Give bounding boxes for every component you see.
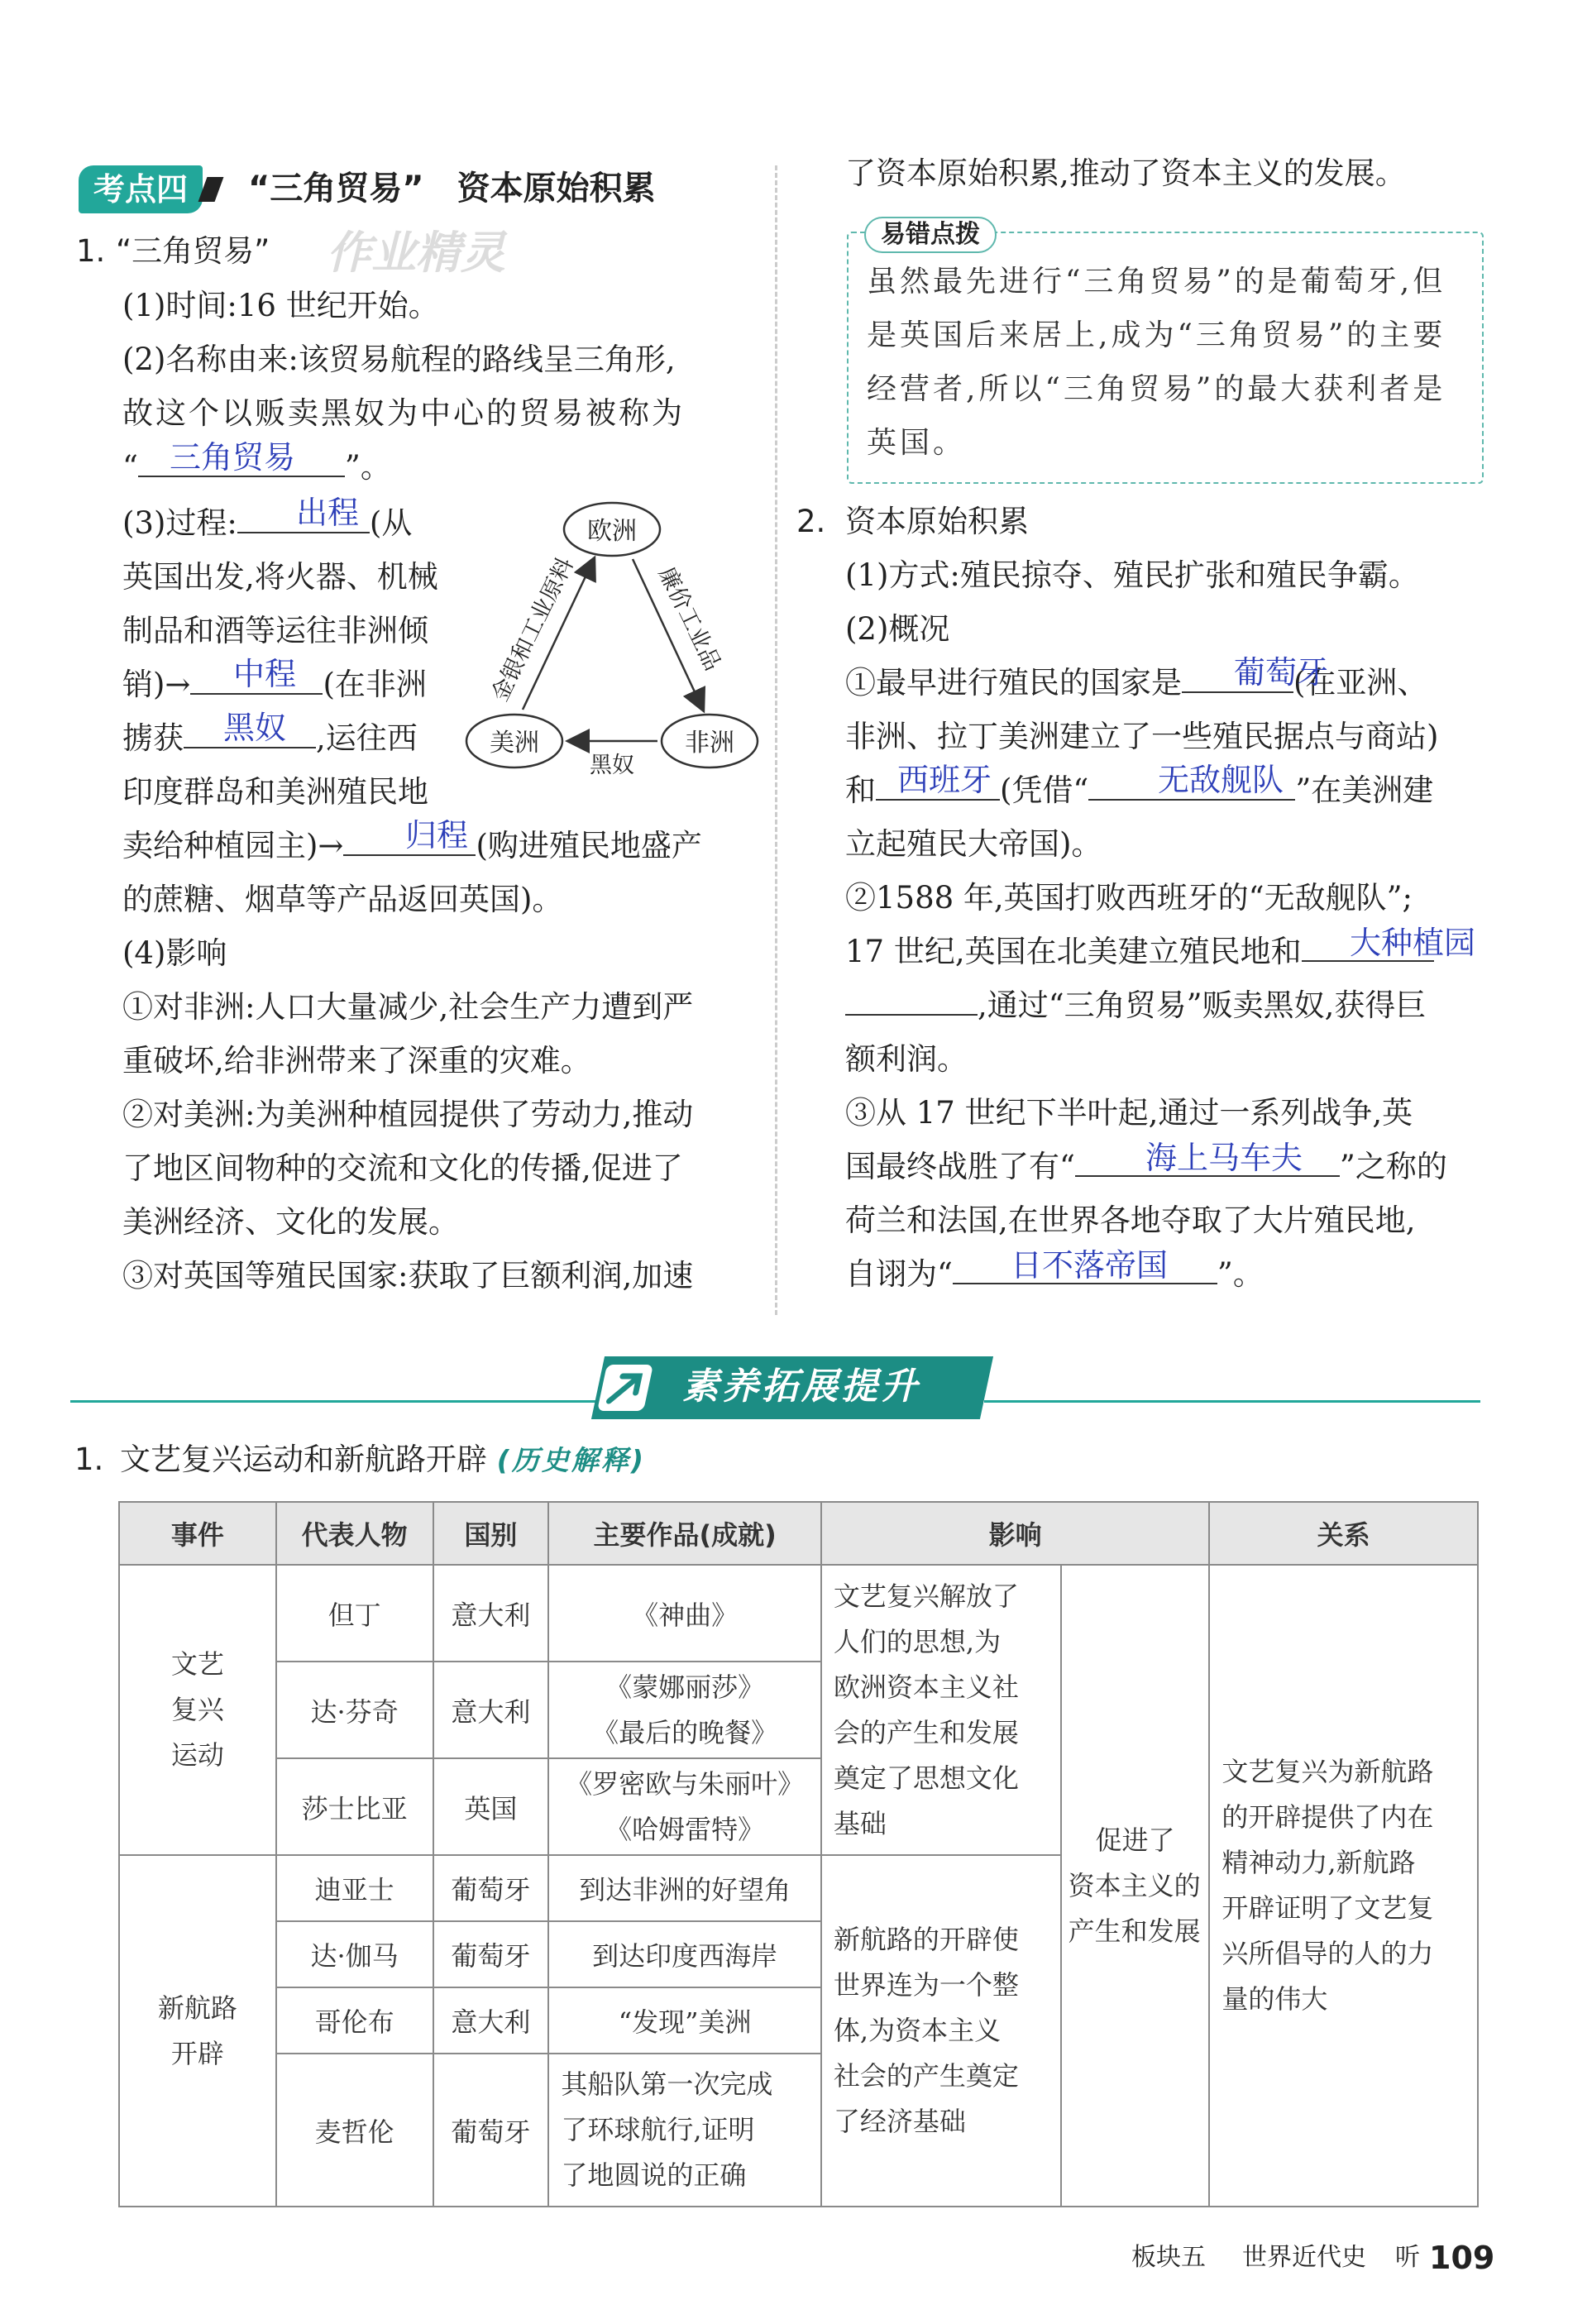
- work-cell: 其船队第一次完成 了环球航行,证明 了地圆说的正确: [548, 2054, 821, 2207]
- africa-label: 非洲: [685, 729, 734, 758]
- watermark: 作业精灵: [327, 227, 505, 279]
- impact-america-b: 了地区间物种的交流和文化的传播,促进了: [122, 1150, 683, 1186]
- o1-end: (在亚洲、: [1293, 665, 1428, 701]
- europe-label: 欧洲: [587, 517, 637, 546]
- country-cell: 葡萄牙: [433, 1855, 549, 1921]
- process-line-h: 的蔗糖、烟草等产品返回英国)。: [122, 882, 563, 917]
- name-line-b: 故这个以贩卖黑奴为中心的贸易被称为: [122, 395, 685, 431]
- o2-line-c: [845, 983, 1426, 1029]
- o1-line-d: 立起殖民大帝国)。: [845, 826, 1102, 862]
- country-cell: 葡萄牙: [433, 1921, 549, 1987]
- voyages-impact: 新航路的开辟使 世界连为一个整 体,为资本主义 社会的产生奠定 了经济基础: [821, 1855, 1061, 2207]
- item1-title: “三角贸易”: [116, 233, 270, 269]
- tip-line-4: 英国。: [867, 426, 967, 460]
- footer-subject: 世界近代史: [1242, 2243, 1366, 2272]
- o3-line-a: ③从 17 世纪下半叶起,通过一系列战争,英: [845, 1095, 1413, 1131]
- o3-b-start: 国最终战胜了有“: [845, 1149, 1075, 1184]
- cont-line: 了资本原始积累,推动了资本主义的发展。: [845, 155, 1406, 191]
- impact-britain: ③对英国等殖民国家:获取了巨额利润,加速: [122, 1258, 694, 1294]
- edge-label-left: 金银和工业原料: [487, 553, 579, 706]
- o2-blank-lower: [845, 983, 978, 1016]
- process-line-b: 英国出发,将火器、机械: [122, 559, 438, 595]
- footer-listen: 听: [1395, 2243, 1420, 2272]
- tip-tag: 易错点拨: [864, 217, 997, 253]
- o1-c-end: ”在美洲建: [1295, 772, 1434, 808]
- header-relation: 关系: [1209, 1502, 1478, 1565]
- section-title: “三角贸易” 资本原始积累: [248, 170, 656, 208]
- impact-africa-b: 重破坏,给非洲带来了深重的灾难。: [122, 1043, 591, 1078]
- banner-line-right: [984, 1400, 1480, 1403]
- time-line: (1)时间:16 世纪开始。: [122, 288, 439, 323]
- o2-line-b: [845, 929, 1434, 975]
- work-cell: 到达印度西海岸: [548, 1921, 821, 1987]
- o2-b-start: 17 世纪,英国在北美建立殖民地和: [845, 934, 1302, 969]
- header-country: 国别: [433, 1502, 549, 1565]
- country-cell: 英国: [433, 1758, 549, 1855]
- process-a-end: (从: [369, 505, 413, 541]
- work-cell: 到达非洲的好望角: [548, 1855, 821, 1921]
- tip-line-3: 经营者,所以“三角贸易”的最大获利者是: [867, 372, 1446, 406]
- item2-num: 2.: [796, 504, 826, 539]
- impact-africa-a: ①对非洲:人口大量减少,社会生产力遭到严: [122, 989, 694, 1025]
- edge-label-right: 廉价工业品: [653, 562, 726, 675]
- method-line: (1)方式:殖民掠夺、殖民扩张和殖民争霸。: [845, 557, 1419, 593]
- country-cell: 葡萄牙: [433, 2054, 549, 2207]
- impact-america-a: ②对美洲:为美洲种植园提供了劳动力,推动: [122, 1097, 694, 1132]
- answer-return: 归程: [405, 817, 469, 854]
- section-badge: 考点四: [79, 165, 203, 213]
- process-line-a: [122, 500, 412, 547]
- comparison-table: [118, 1501, 1479, 2207]
- relation-cell: 文艺复兴为新航路 的开辟提供了内在 精神动力,新航路 开辟证明了文艺复 兴所倡导的人的力 量的伟大: [1209, 1565, 1478, 2207]
- america-label: 美洲: [490, 729, 539, 758]
- answer-sea-coachman: 海上马车夫: [1145, 1140, 1303, 1176]
- person-cell: 哥伦布: [276, 1987, 433, 2054]
- header-work: 主要作品(成就): [548, 1502, 821, 1565]
- o2-line-a: ②1588 年,英国打败西班牙的“无敌舰队”;: [845, 880, 1413, 916]
- country-cell: 意大利: [433, 1565, 549, 1662]
- work-cell: 《蒙娜丽莎》 《最后的晚餐》: [548, 1662, 821, 1758]
- footer-section: 板块五: [1131, 2243, 1206, 2272]
- o2-c-end: ,通过“三角贸易”贩卖黑奴,获得巨: [978, 987, 1427, 1023]
- o3-b-end: ”之称的: [1339, 1149, 1447, 1184]
- process-e-start: 掳获: [122, 720, 184, 756]
- process-label: (3)过程:: [122, 505, 237, 541]
- person-cell: 迪亚士: [276, 1855, 433, 1921]
- process-g-end: (购进殖民地盛产: [476, 828, 702, 863]
- answer-armada: 无敌舰队: [1158, 762, 1284, 798]
- country-cell: 意大利: [433, 1662, 549, 1758]
- q1-tag: (历史解释): [496, 1444, 646, 1476]
- q1-title-text: 文艺复兴运动和新航路开辟: [120, 1442, 487, 1477]
- o3-d-end: ”。: [1217, 1256, 1264, 1292]
- o1-line-a: [845, 660, 1427, 706]
- triangle-trade-diagram: [463, 496, 761, 786]
- answer-portugal: 葡萄牙: [1234, 654, 1329, 691]
- event-voyages: 新航路 开辟: [119, 1855, 276, 2207]
- o1-c-start: 和: [845, 772, 876, 808]
- process-line-f: 印度群岛和美洲殖民地: [122, 774, 428, 810]
- o3-line-c: 荷兰和法国,在世界各地夺取了大片殖民地,: [845, 1203, 1416, 1238]
- table-header-row: [119, 1502, 1478, 1565]
- tip-line-1: 虽然最先进行“三角贸易”的是葡萄牙,但: [867, 265, 1446, 299]
- item1-num: 1.: [76, 233, 106, 269]
- country-cell: 意大利: [433, 1987, 549, 2054]
- person-cell: 但丁: [276, 1565, 433, 1662]
- common-impact: 促进了 资本主义的 产生和发展: [1061, 1565, 1210, 2207]
- o1-c-mid: (凭借“: [1000, 772, 1089, 808]
- name-line-a: (2)名称由来:该贸易航程的路线呈三角形,: [122, 342, 676, 377]
- quote-open: “: [122, 449, 138, 485]
- q1-num: 1.: [74, 1442, 104, 1477]
- person-cell: 麦哲伦: [276, 2054, 433, 2207]
- process-e-end: ,运往西: [316, 720, 418, 756]
- impact-america-c: 美洲经济、文化的发展。: [122, 1204, 459, 1240]
- quote-close: ”。: [344, 449, 391, 485]
- person-cell: 达·芬奇: [276, 1662, 433, 1758]
- answer-triangle-trade: 三角贸易: [170, 439, 296, 476]
- event-renaissance: 文艺 复兴 运动: [119, 1565, 276, 1855]
- header-impact: 影响: [821, 1502, 1209, 1565]
- banner-title: 素养拓展提升: [682, 1365, 920, 1408]
- banner-line-left: [70, 1400, 600, 1403]
- o3-d-start: 自诩为“: [845, 1256, 953, 1292]
- work-cell: “发现”美洲: [548, 1987, 821, 2054]
- page-number: 109: [1429, 2240, 1495, 2276]
- column-divider: [775, 165, 777, 1315]
- answer-slaves: 黑奴: [223, 710, 287, 746]
- o1-start: ①最早进行殖民的国家是: [845, 665, 1182, 701]
- o1-line-b: 非洲、拉丁美洲建立了一些殖民据点与商站): [845, 719, 1439, 754]
- arrow-icon: [597, 1365, 653, 1411]
- header-person: 代表人物: [276, 1502, 433, 1565]
- process-d-start: 销)→: [122, 667, 191, 702]
- o2-line-d: 额利润。: [845, 1041, 968, 1077]
- answer-outbound: 出程: [296, 495, 360, 531]
- work-cell: 《神曲》: [548, 1565, 821, 1662]
- item2-title: 资本原始积累: [845, 504, 1029, 539]
- work-cell: 《罗密欧与朱丽叶》 《哈姆雷特》: [548, 1758, 821, 1855]
- edge-label-bottom: 黑奴: [590, 753, 634, 778]
- overview-title: (2)概况: [845, 611, 950, 647]
- process-line-c: 制品和酒等运往非洲倾: [122, 613, 428, 648]
- renaissance-impact: 文艺复兴解放了 人们的思想,为 欧洲资本主义社 会的产生和发展 奠定了思想文化 基础: [821, 1565, 1061, 1855]
- answer-spain: 西班牙: [897, 762, 992, 798]
- person-cell: 莎士比亚: [276, 1758, 433, 1855]
- process-g-start: 卖给种植园主)→: [122, 828, 344, 863]
- answer-empire: 日不落帝国: [1011, 1247, 1169, 1284]
- answer-middle: 中程: [233, 656, 297, 692]
- person-cell: 达·伽马: [276, 1921, 433, 1987]
- q1-title: [120, 1437, 646, 1484]
- header-event: 事件: [119, 1502, 276, 1565]
- process-d-end: (在非洲: [323, 667, 427, 702]
- table-row: [119, 1565, 1478, 1662]
- tip-line-2: 是英国后来居上,成为“三角贸易”的主要: [867, 318, 1446, 352]
- answer-plantation: 大种植园: [1350, 925, 1476, 961]
- impact-title: (4)影响: [122, 935, 227, 971]
